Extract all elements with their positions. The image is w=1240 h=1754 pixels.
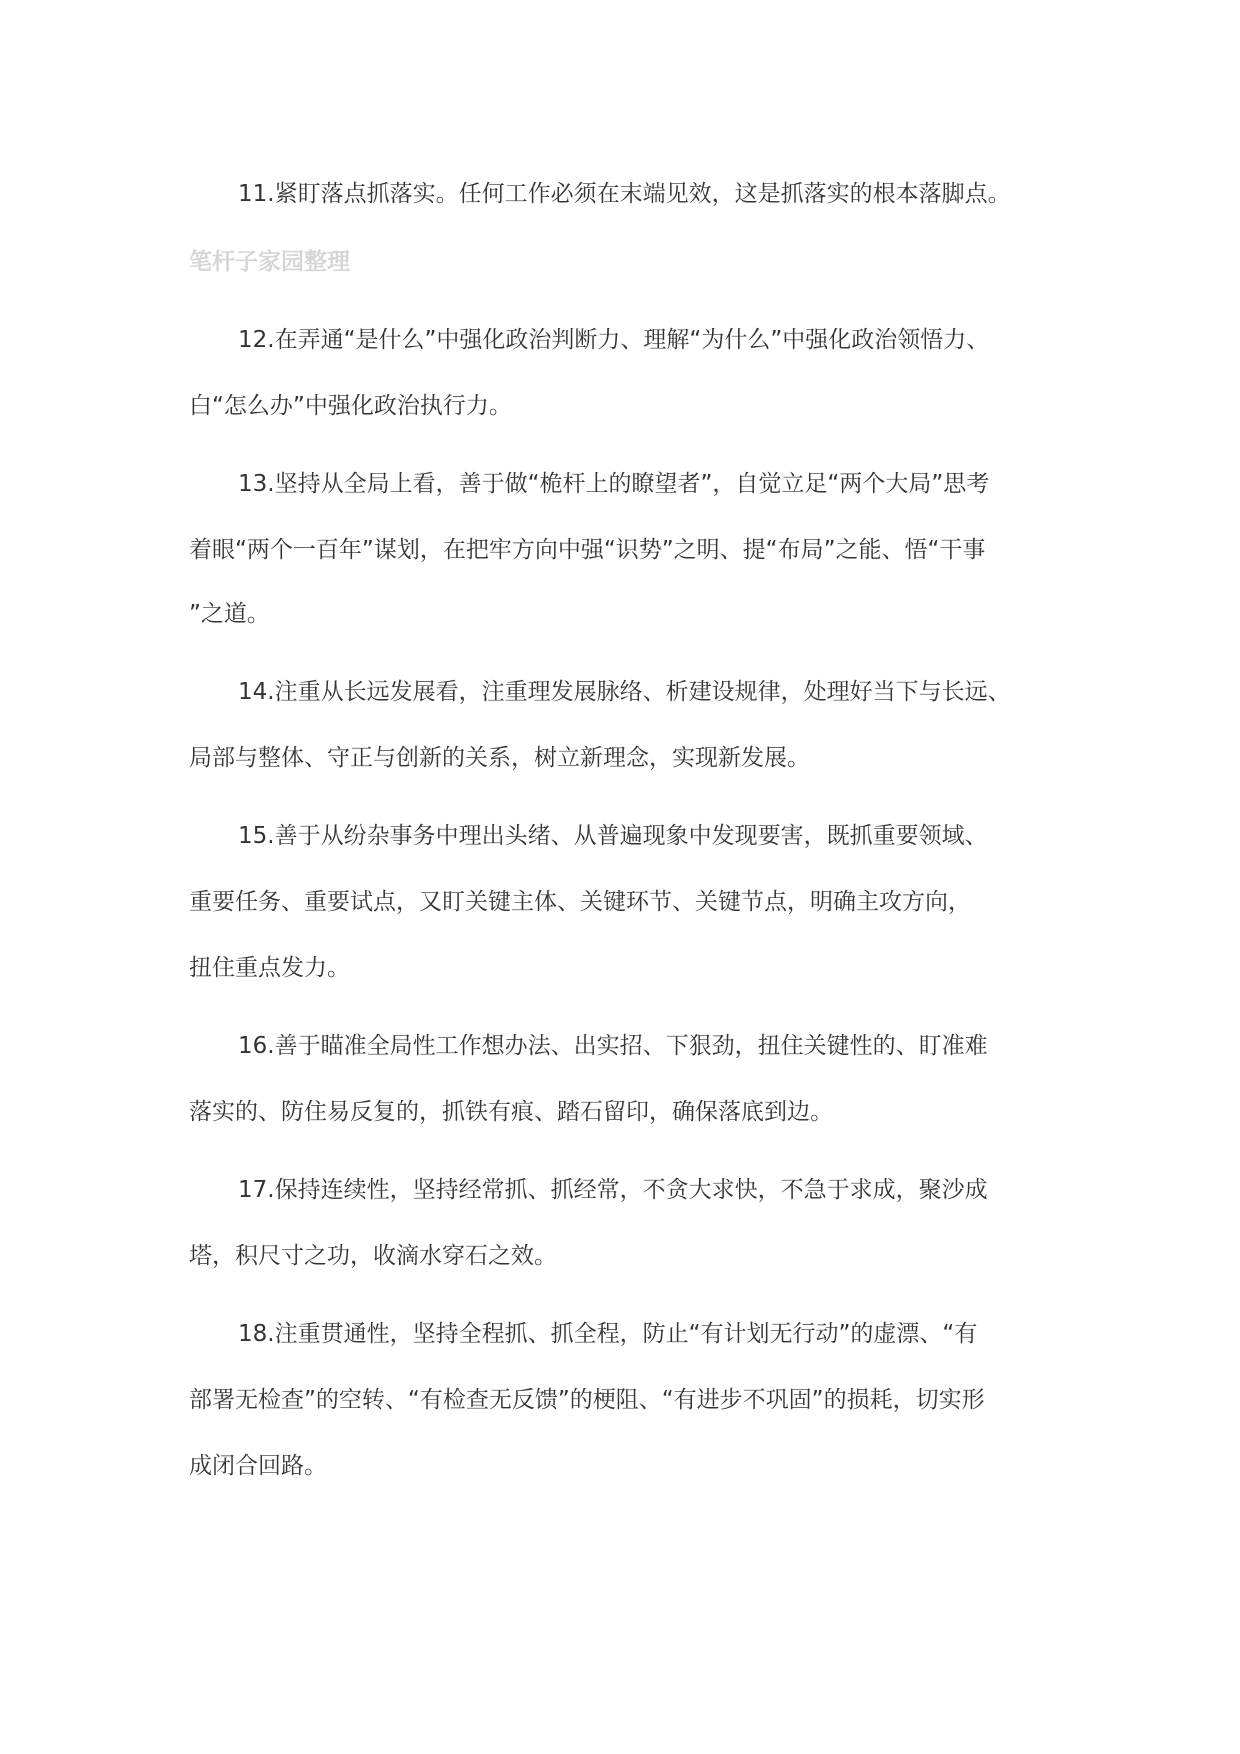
- paragraph-15-line-1: 15.善于从纷杂事务中理出头绪、从普遍现象中发现要害，既抓重要领域、: [238, 823, 988, 849]
- paragraph-13-line-3: ”之道。: [189, 601, 270, 627]
- paragraph-18-line-1: 18.注重贯通性，坚持全程抓、抓全程，防止“有计划无行动”的虚漂、“有: [238, 1321, 978, 1347]
- paragraph-12-line-1: 12.在弄通“是什么”中强化政治判断力、理解“为什么”中强化政治领悟力、: [238, 327, 990, 353]
- paragraph-12-line-2: 白“怎么办”中强化政治执行力。: [189, 393, 512, 419]
- paragraph-14-line-2: 局部与整体、守正与创新的关系，树立新理念，实现新发展。: [189, 745, 810, 771]
- paragraph-16-line-2: 落实的、防住易反复的，抓铁有痕、踏石留印，确保落底到边。: [189, 1099, 833, 1125]
- paragraph-14-line-1: 14.注重从长远发展看，注重理发展脉络、析建设规律，处理好当下与长远、: [238, 679, 1011, 705]
- paragraph-17-line-1: 17.保持连续性，坚持经常抓、抓经常，不贪大求快，不急于求成，聚沙成: [238, 1177, 988, 1203]
- paragraph-13-line-2: 着眼“两个一百年”谋划，在把牢方向中强“识势”之明、提“布局”之能、悟“干事: [189, 537, 986, 563]
- watermark-text: 笔杆子家园整理: [189, 249, 350, 275]
- paragraph-18-line-2: 部署无检查”的空转、“有检查无反馈”的梗阻、“有进步不巩固”的损耗，切实形: [189, 1387, 985, 1413]
- paragraph-15-line-3: 扭住重点发力。: [189, 955, 350, 981]
- paragraph-15-line-2: 重要任务、重要试点，又盯关键主体、关键环节、关键节点，明确主攻方向，: [189, 889, 971, 915]
- paragraph-11-line-1: 11.紧盯落点抓落实。任何工作必须在末端见效，这是抓落实的根本落脚点。: [238, 181, 1011, 207]
- paragraph-18-line-3: 成闭合回路。: [189, 1453, 327, 1479]
- paragraph-13-line-1: 13.坚持从全局上看，善于做“桅杆上的瞭望者”，自觉立足“两个大局”思考: [238, 471, 990, 497]
- paragraph-16-line-1: 16.善于瞄准全局性工作想办法、出实招、下狠劲，扭住关键性的、盯准难: [238, 1033, 988, 1059]
- paragraph-17-line-2: 塔，积尺寸之功，收滴水穿石之效。: [189, 1243, 557, 1269]
